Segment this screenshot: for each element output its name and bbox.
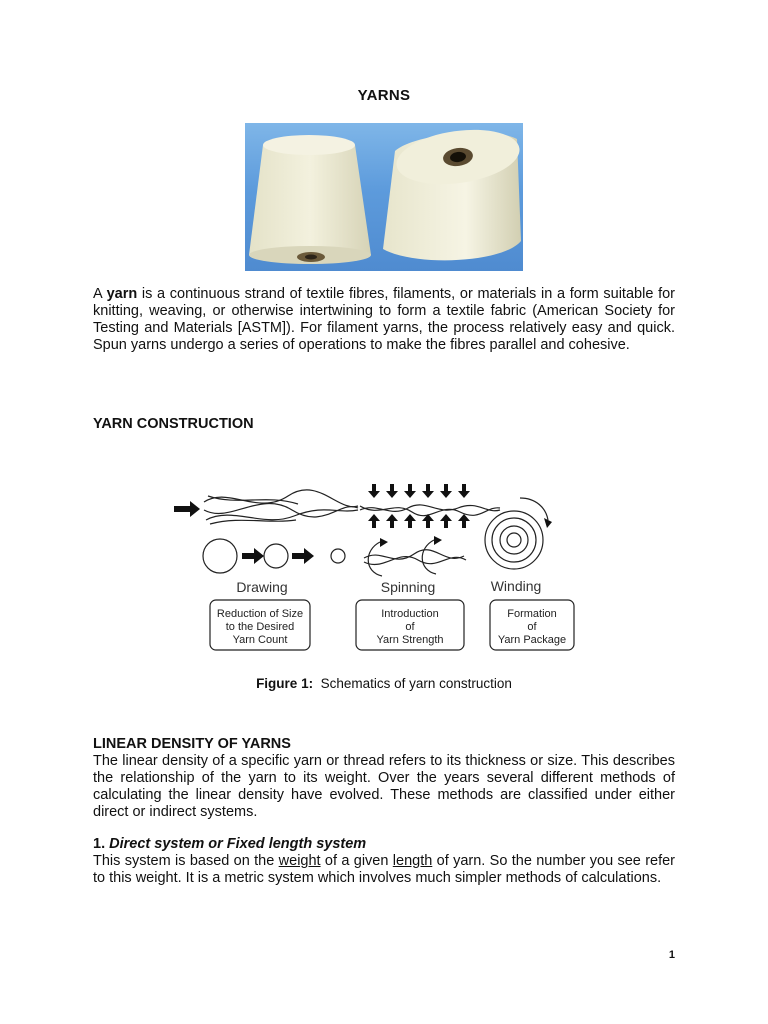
drawing-box-line: Reduction of Size <box>216 608 304 620</box>
page-title: YARNS <box>357 87 411 104</box>
spinning-box-line: of <box>405 621 415 633</box>
schematic-drawing <box>168 476 600 666</box>
spinning-box-line: Yarn Strength <box>376 634 444 646</box>
drawing-box-line: to the Desired <box>225 621 295 633</box>
figure-caption <box>0 676 768 691</box>
intro-text: is a continuous strand of textile fibres, filaments, or materials in a form suitable for knitting, weaving, or otherwise intertwining to form a textile fabric (American Society for Testing and Materials [ASTM]). For filament yarns, the process relatively easy and quick. Spun yarns undergo a series of operations to make the fibres parallel and cohesive. <box>93 286 675 353</box>
direct-text-b: of a given <box>320 853 393 869</box>
section-heading-linear-density: LINEAR DENSITY OF YARNS <box>93 736 291 752</box>
drawing-box-line: Yarn Count <box>232 634 288 646</box>
winding-box-line: Formation <box>507 608 557 620</box>
spinning-box-line: Introduction <box>381 608 439 620</box>
intro-paragraph <box>93 286 675 354</box>
yarn-cones-illustration <box>245 123 523 271</box>
stage-label-winding: Winding <box>490 578 542 594</box>
caption-text: Schematics of yarn construction <box>320 676 512 691</box>
direct-text-c: of yarn. So the number you see refer to this weight. It is a metric system which involves much simpler methods of calculations. <box>93 853 676 886</box>
caption-label: Figure 1: <box>256 676 314 691</box>
underlined-length: length <box>392 853 433 869</box>
section-heading-direct-system <box>93 836 366 852</box>
section-heading-construction: YARN CONSTRUCTION <box>93 416 254 432</box>
intro-lead: A <box>93 286 107 302</box>
yarn-construction-schematic <box>168 476 600 666</box>
winding-box-line: Yarn Package <box>497 634 567 646</box>
stage-label-drawing: Drawing <box>236 579 288 595</box>
winding-box-line: of <box>527 621 537 633</box>
intro-term: yarn <box>106 286 138 302</box>
direct-text-a: This system is based on the <box>93 853 279 869</box>
direct-system-paragraph <box>93 853 675 887</box>
direct-system-heading: Direct system or Fixed length system <box>109 836 367 852</box>
stage-label-spinning: Spinning <box>380 579 436 595</box>
page-number: 1 <box>668 949 675 961</box>
yarn-cones-photo <box>245 123 523 271</box>
linear-density-paragraph: The linear density of a specific yarn or thread refers to its thickness or size. This describes the relationship of the yarn to its weight. Over the years several different methods of calculating the linear density have evolved. These methods are classified under either direct or indirect systems. <box>93 753 675 820</box>
section-number: 1. <box>93 836 106 852</box>
underlined-weight: weight <box>278 853 321 869</box>
